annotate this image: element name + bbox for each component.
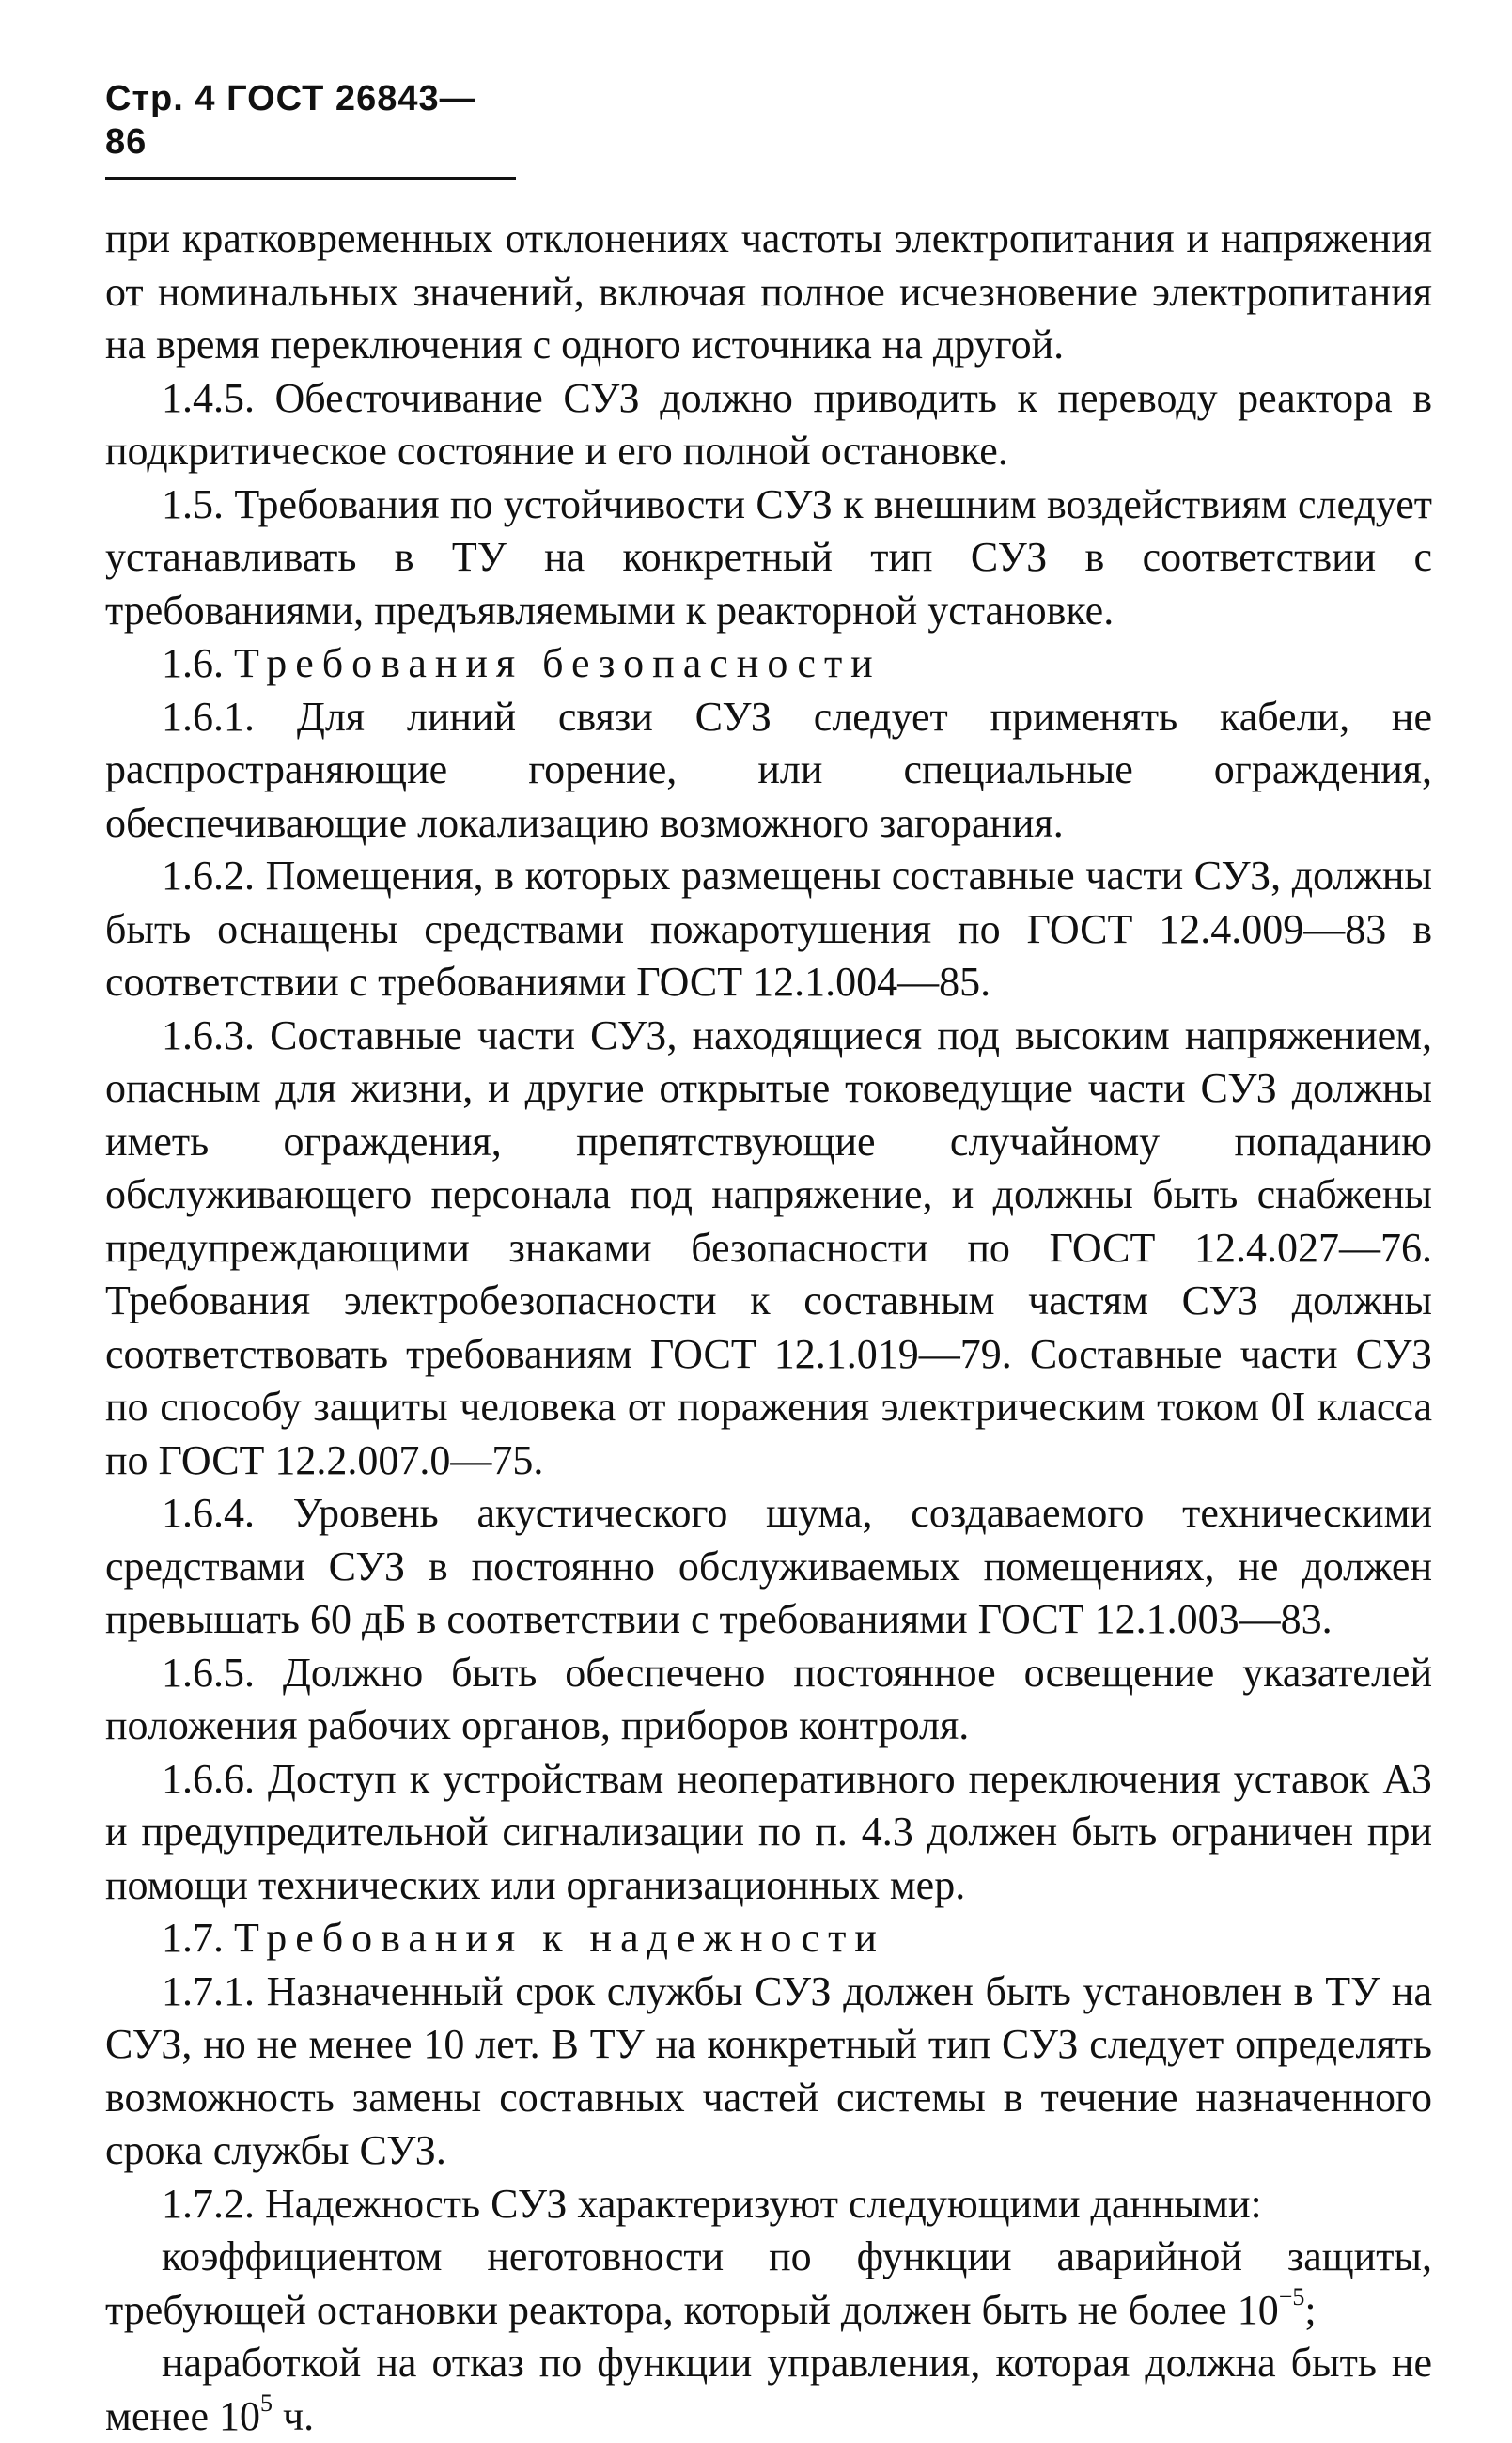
- section-title: Требования безопасности: [234, 640, 881, 686]
- section-title: Требования к надежности: [234, 1915, 885, 1961]
- exponent: −5: [1278, 2282, 1305, 2310]
- paragraph-1-7-1: 1.7.1. Назначенный срок службы СУЗ должен быть установлен в ТУ на СУЗ, но не менее 10 лет. В ТУ на конкретный тип СУЗ следует определять возможность замены составных частей системы в течение назначенного срока службы СУЗ.: [105, 1967, 1432, 2173]
- section-heading-1-7: [105, 1912, 1432, 1965]
- list-item-unavailability: [105, 2231, 1432, 2337]
- exponent: 5: [259, 2388, 273, 2417]
- paragraph-1-6-6: 1.6.6. Доступ к устройствам неоперативного переключения уставок АЗ и предупредительной сигнализации по п. 4.3 должен быть ограничен при помощи технических или организационных мер.: [105, 1755, 1432, 1908]
- paragraph-1-6-4: 1.6.4. Уровень акустического шума, создаваемого техническими средствами СУЗ в постоянно обслуживаемых помещениях, не должен превышать 60 дБ в соответствии с требованиями ГОСТ 12.1.003—83.: [105, 1490, 1432, 1642]
- paragraph-1-6-5: 1.6.5. Должно быть обеспечено постоянное освещение указателей положения рабочих органов, приборов контроля.: [105, 1649, 1432, 1748]
- paragraph-1-6-2: 1.6.2. Помещения, в которых размещены составные части СУЗ, должны быть оснащены средствами пожаротушения по ГОСТ 12.4.009—83 в соответствии с требованиями ГОСТ 12.1.004—85.: [105, 853, 1432, 1005]
- paragraph-1-6-1: 1.6.1. Для линий связи СУЗ следует применять кабели, не распространяющие горение, или специальные ограждения, обеспечивающие локализацию возможного загорания.: [105, 693, 1432, 846]
- document-body: [105, 212, 1432, 2443]
- paragraph-continuation: при кратковременных отклонениях частоты электропитания и напряжения от номинальных значений, включая полное исчезновение электропитания на время переключения с одного источника на другой.: [105, 215, 1432, 368]
- section-number: 1.6.: [162, 640, 224, 686]
- paragraph-1-6-3: 1.6.3. Составные части СУЗ, находящиеся под высоким напряжением, опасным для жизни, и другие открытые токоведущие части СУЗ должны иметь ограждения, препятствующие случайному попаданию обслуживающего персонала под напряжение, и должны быть снабжены предупреждающими знаками безопасности по ГОСТ 12.4.027—76. Требования электробезопасности к составным частям СУЗ должны соответствовать требованиям ГОСТ 12.1.019—79. Составные части СУЗ по способу защиты человека от поражения электрическим током 0I класса по ГОСТ 12.2.007.0—75.: [105, 1011, 1432, 1483]
- document-page: [105, 77, 1432, 2443]
- section-heading-1-6: [105, 637, 1432, 691]
- paragraph-1-4-5: 1.4.5. Обесточивание СУЗ должно приводить к переводу реактора в подкритическое состояние и его полной остановке.: [105, 374, 1432, 474]
- paragraph-1-7-2: 1.7.2. Надежность СУЗ характеризуют следующими данными:: [162, 2180, 1262, 2227]
- list-item-text: наработкой на отказ по функции управления, которая должна быть не менее 10: [105, 2340, 1432, 2439]
- paragraph-1-5: 1.5. Требования по устойчивости СУЗ к внешним воздействиям следует устанавливать в ТУ на конкретный тип СУЗ в соответствии с требованиями, предъявляемыми к реакторной установке.: [105, 480, 1432, 634]
- list-item-tail: ч.: [272, 2392, 315, 2439]
- running-title: Стр. 4 ГОСТ 26843—86: [105, 77, 516, 180]
- list-item-tail: ;: [1304, 2286, 1317, 2333]
- list-item-text: коэффициентом неготовности по функции аварийной защиты, требующей остановки реактора, который должен быть не более 10: [105, 2233, 1432, 2333]
- section-number: 1.7.: [162, 1915, 224, 1961]
- list-item-mtbf: [105, 2337, 1432, 2443]
